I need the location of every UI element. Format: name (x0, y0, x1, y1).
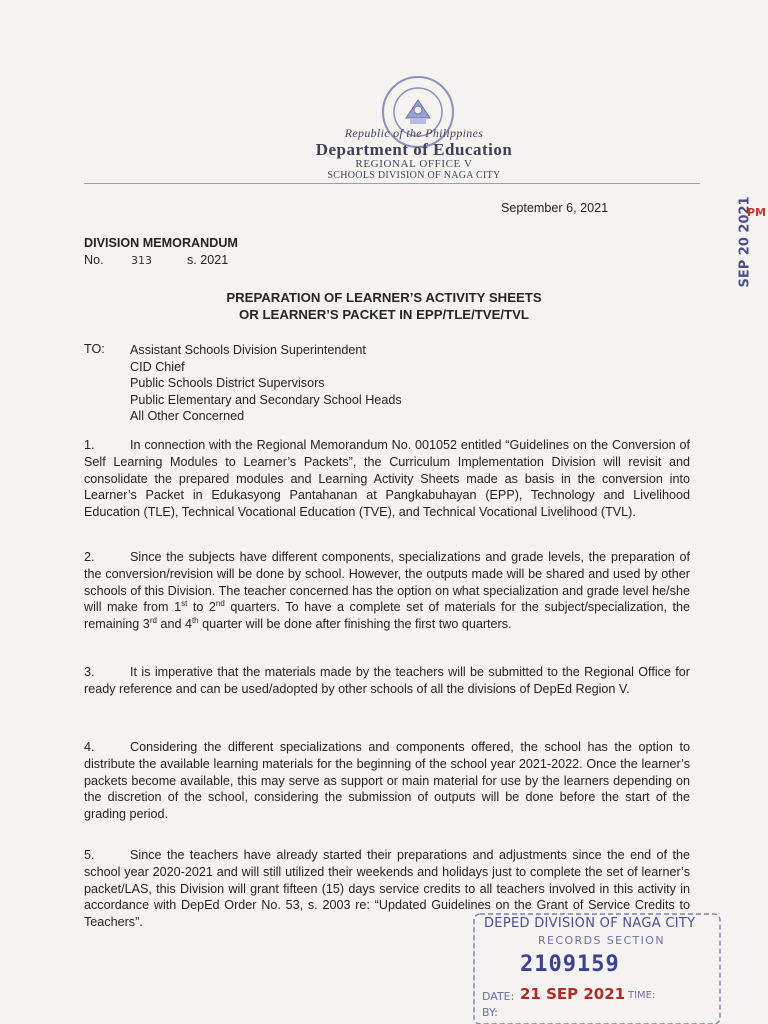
regional-office: REGIONAL OFFICE V (355, 158, 473, 170)
paragraph-1 (84, 437, 690, 521)
stamp-date: 21 SEP 2021 (520, 985, 626, 1003)
school-division: SCHOOLS DIVISION OF NAGA CITY (327, 170, 501, 181)
stamp-record-number: 2109159 (520, 952, 620, 977)
recipient: CID Chief (130, 359, 185, 374)
paragraph-text: quarter will be done after finishing the first two quarters. (198, 617, 512, 632)
republic-line: Republic of the Philippines (344, 126, 484, 140)
memo-date: September 6, 2021 (501, 201, 609, 215)
received-date-stamp (705, 196, 767, 292)
paragraph-text: and 4 (156, 617, 192, 632)
records-section-stamp (468, 912, 724, 1024)
paragraph-3 (84, 664, 690, 698)
recipient-list (130, 342, 402, 425)
paragraph-text: In connection with the Regional Memorandum No. 001052 entitled “Guidelines on the Conversion of Self Learning Modules to Learner’s Packets”, the Curriculum Implementation Division will revisit and consolidate the prepared modules and Learning Activity Sheets made as basis in the conversion into Learner’s Packet in Edukasyong Pantahanan at Pangkabuhayan (EPP), Technology and Livelihood Education (TLE), Technical Vocational Education (TVE), and Technical Vocational Livelihood (TVL). (84, 438, 690, 520)
paragraph-number: 1. (84, 438, 95, 452)
stamp-time-label: TIME: (628, 990, 656, 1001)
recipient: All Other Concerned (130, 409, 245, 424)
to-label: TO: (84, 342, 105, 356)
paragraph-number: 3. (84, 665, 95, 679)
stamp-section: RECORDS SECTION (538, 934, 665, 947)
subject-line-1: PREPARATION OF LEARNER’S ACTIVITY SHEETS (226, 290, 542, 305)
memo-no-label: No. (84, 253, 104, 267)
recipient: Public Elementary and Secondary School Heads (130, 392, 402, 407)
stamp-office: DEPED DIVISION OF NAGA CITY (484, 916, 696, 931)
paragraph-number: 4. (84, 740, 95, 754)
paragraph-text: Since the subjects have different components, specializations and grade levels, the preparation of the conversion/revision will be done by school. However, the outputs made will be shared and used by other schools of this Division. The teacher concerned has the option on what specialization and grade level he/she will make from 1 (84, 550, 690, 615)
ordinal-suffix: nd (215, 599, 225, 609)
received-time: PM (747, 206, 767, 219)
paragraph-text: to 2 (187, 600, 216, 615)
subject-line-2: OR LEARNER’S PACKET IN EPP/TLE/TVE/TVL (239, 307, 529, 322)
recipient: Public Schools District Supervisors (130, 376, 325, 391)
paragraph-number: 2. (84, 550, 95, 564)
recipient: Assistant Schools Division Superintendent (130, 343, 366, 357)
ordinal-suffix: rd (149, 616, 157, 625)
paragraph-text: Since the teachers have already started their preparations and adjustments since the end of the school year 2020-2021 and will still utilized their weekends and holidays just to complete the set of learner’s packet/LAS, this Division will grant fifteen (15) days service credits to all teachers involved in this activity in accordance with DepEd Order No. 53, s. 2003 re: “Updated Guidelines on the Grant of Service Credits to Teachers”. (84, 848, 690, 930)
paragraph-number: 5. (84, 848, 95, 862)
ordinal-suffix: th (191, 616, 199, 625)
stamp-by-label: BY: (482, 1006, 498, 1019)
paragraph-text: Considering the different specializations and components offered, the school has the option to distribute the available learning materials for the beginning of the school year 2021-2022. Once the learner’s packets become available, this may serve as support or main material for use by the learners depending on the discretion of the school, considering the submission of outputs will be done before the start of the grading period. (84, 740, 690, 822)
stamp-date-label: DATE: (482, 990, 515, 1003)
paragraph-text: quarters. To have a complete set of materials for the subject/specialization, the remaining 3 (84, 600, 690, 632)
letterhead-divider (84, 183, 700, 184)
department-name: Department of Education (315, 140, 513, 159)
paragraph-text: It is imperative that the materials made by the teachers will be submitted to the Regional Office for ready reference and can be used/adopted by other schools of all the divisions of DepEd Region V. (84, 665, 690, 696)
memo-number-line (84, 253, 228, 267)
received-date: SEP 20 2021 (737, 196, 753, 288)
paragraph-2 (84, 549, 690, 633)
memo-type: DIVISION MEMORANDUM (84, 236, 238, 250)
memo-series: s. 2021 (187, 253, 229, 267)
memo-number: 313 (131, 254, 152, 267)
paragraph-4 (84, 739, 690, 823)
ordinal-suffix: st (181, 599, 188, 609)
